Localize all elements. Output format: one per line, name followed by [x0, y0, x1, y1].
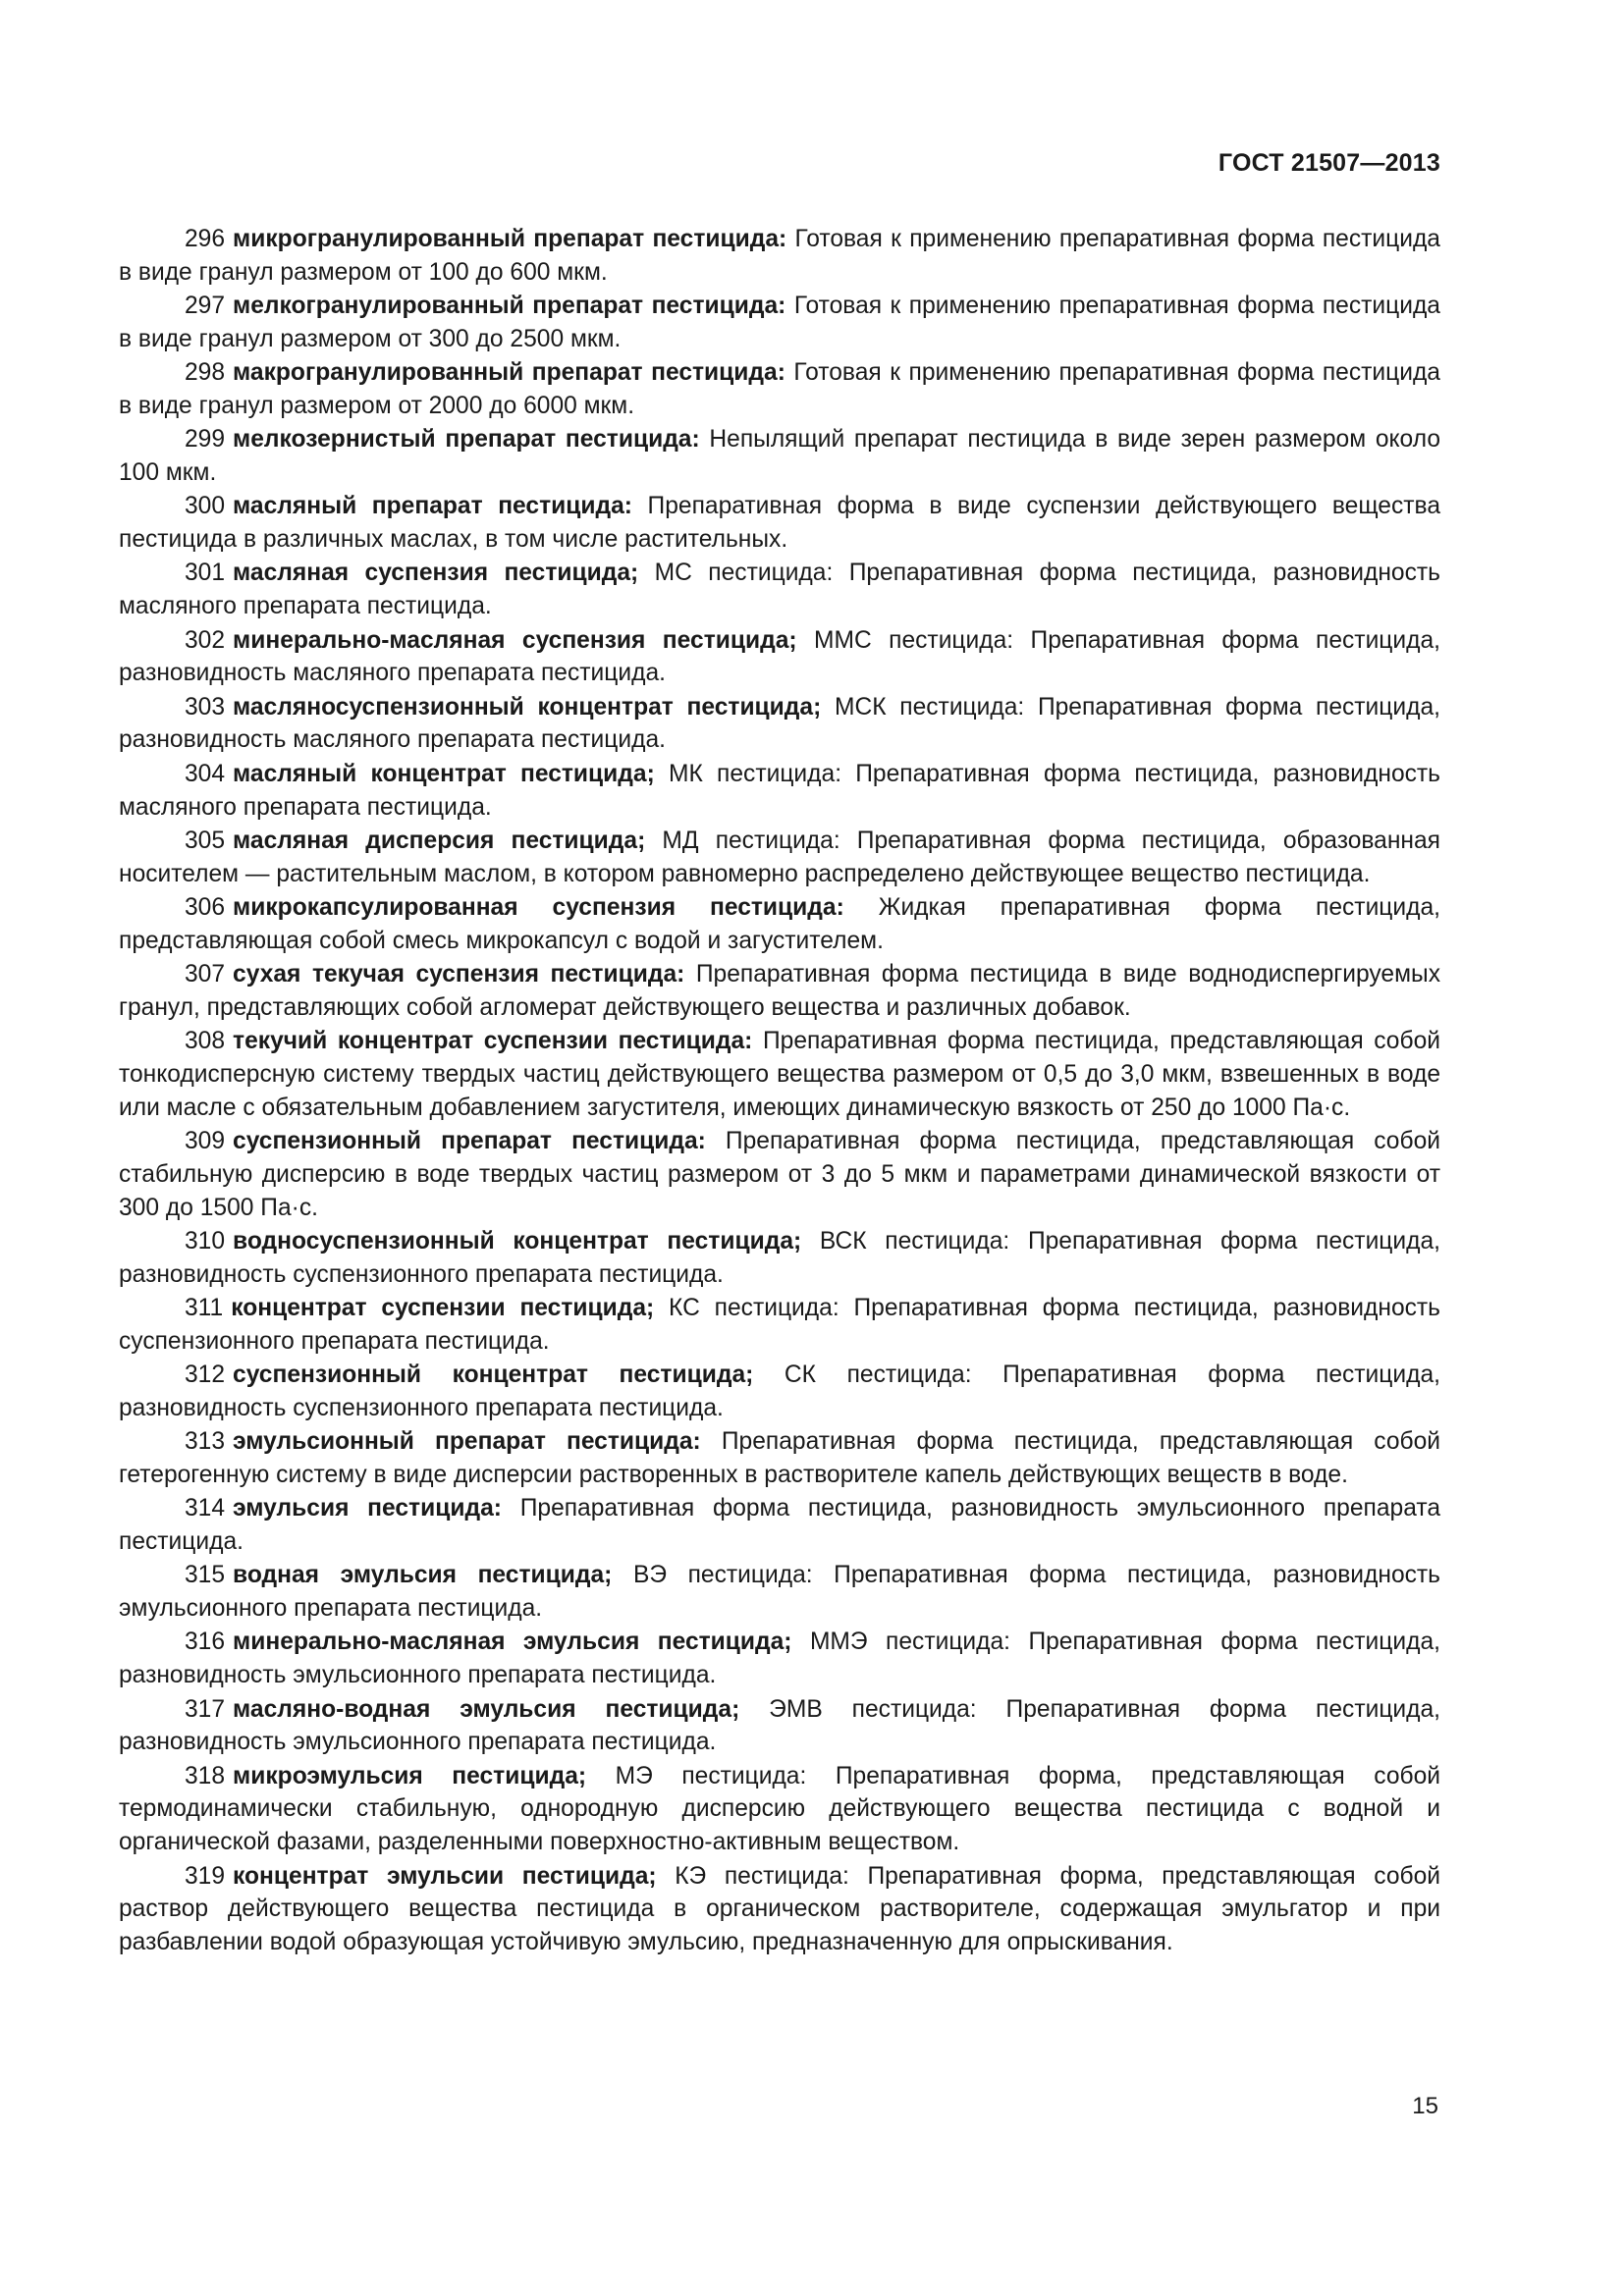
term-definition: Препаративная форма пестицида, разновидность эмульсионного препарата пестицида. — [119, 1495, 1441, 1556]
term-name: минерально-масляная суспензия пестицида; — [233, 626, 797, 654]
term-name: минерально-масляная эмульсия пестицида; — [233, 1629, 792, 1656]
term-entry — [119, 356, 1440, 423]
term-name: масляная суспензия пестицида; — [233, 560, 639, 587]
document-header: ГОСТ 21507—2013 — [1218, 149, 1440, 177]
term-definition: КС пестицида: Препаративная форма пестицида, разновидность суспензионного препарата пестицида. — [119, 1295, 1440, 1355]
term-definition: Готовая к применению препаративная форма пестицида в виде гранул размером от 300 до 2500 мкм. — [119, 293, 1440, 352]
term-entry — [119, 958, 1440, 1025]
term-number: 302 — [185, 626, 226, 654]
term-number: 304 — [185, 760, 226, 787]
term-definition: МС пестицида: Препаративная форма пестицида, разновидность масляного препарата пестицида. — [119, 560, 1440, 620]
term-entry — [119, 1492, 1440, 1559]
term-entry — [119, 1359, 1440, 1425]
term-name: масляный концентрат пестицида; — [233, 760, 655, 787]
term-entry — [119, 1225, 1440, 1292]
term-number: 300 — [185, 493, 226, 520]
term-entry — [119, 891, 1440, 958]
term-name: суспензионный концентрат пестицида; — [233, 1362, 754, 1389]
term-name: масляносуспензионный концентрат пестицида; — [233, 693, 822, 721]
term-definition: Препаративная форма в виде суспензии действующего вещества пестицида в различных маслах, в том числе растительных. — [119, 493, 1440, 554]
term-entry — [119, 1760, 1440, 1859]
term-number: 312 — [185, 1362, 226, 1389]
term-name: суспензионный препарат пестицида: — [233, 1128, 706, 1155]
term-entry — [119, 490, 1440, 557]
term-number: 319 — [185, 1862, 226, 1890]
term-entry — [119, 557, 1440, 623]
term-name: макрогранулированный препарат пестицида: — [233, 359, 785, 387]
term-name: масляно-водная эмульсия пестицида; — [233, 1695, 740, 1723]
term-name: водносуспензионный концентрат пестицида; — [233, 1227, 802, 1255]
term-number: 296 — [185, 226, 226, 252]
term-entry — [119, 1559, 1440, 1626]
term-entry — [119, 1860, 1440, 1959]
term-definition: Жидкая препаративная форма пестицида, представляющая собой смесь микрокапсул с водой и загустителем. — [119, 893, 1440, 954]
term-entry — [119, 624, 1440, 691]
term-name: концентрат суспензии пестицида; — [231, 1295, 655, 1321]
term-definition: Непылящий препарат пестицида в виде зерен размером около 100 мкм. — [119, 426, 1440, 487]
term-entry — [119, 758, 1440, 825]
term-number: 316 — [185, 1629, 226, 1656]
term-number: 313 — [185, 1428, 226, 1456]
term-number: 308 — [185, 1028, 226, 1055]
term-number: 315 — [185, 1562, 226, 1589]
term-definition: МК пестицида: Препаративная форма пестицида, разновидность масляного препарата пестицида. — [119, 760, 1440, 821]
terms-list — [119, 223, 1440, 1959]
term-name: масляный препарат пестицида: — [233, 493, 632, 520]
term-number: 297 — [185, 293, 226, 320]
term-definition: МД пестицида: Препаративная форма пестицида, образованная носителем — растительным маслом, в котором равномерно распределено действующее вещество пестицида. — [119, 827, 1440, 887]
term-number: 303 — [185, 693, 226, 721]
term-definition: Препаративная форма пестицида, представляющая собой стабильную дисперсию в воде твердых частиц размером от 3 до 5 мкм и параметрами динамической вязкости от 300 до 1500 Па·с. — [119, 1128, 1440, 1221]
term-definition: ВСК пестицида: Препаративная форма пестицида, разновидность суспензионного препарата пестицида. — [119, 1227, 1440, 1288]
term-definition: СК пестицида: Препаративная форма пестицида, разновидность суспензионного препарата пестицида. — [119, 1362, 1440, 1421]
term-name: микрогранулированный препарат пестицида: — [233, 226, 787, 252]
term-definition: Препаративная форма пестицида, представляющая собой гетерогенную систему в виде дисперсии растворенных в растворителе капель действующих веществ в воде. — [119, 1428, 1440, 1488]
term-number: 311 — [185, 1295, 224, 1321]
term-entry — [119, 1425, 1440, 1492]
term-entry — [119, 1693, 1440, 1760]
term-definition: ММС пестицида: Препаративная форма пестицида, разновидность масляного препарата пестицида. — [119, 626, 1440, 687]
term-number: 310 — [185, 1227, 226, 1255]
term-definition: КЭ пестицида: Препаративная форма, представляющая собой раствор действующего вещества пестицида в органическом растворителе, содержащая эмульгатор и при разбавлении водой образующая устойчивую эмульсию, предназначенную для опрыскивания. — [119, 1862, 1440, 1956]
term-name: микрокапсулированная суспензия пестицида: — [233, 893, 844, 921]
term-name: текучий концентрат суспензии пестицида: — [233, 1028, 753, 1055]
term-number: 301 — [185, 560, 226, 587]
term-number: 314 — [185, 1495, 226, 1522]
term-number: 307 — [185, 961, 226, 988]
term-entry — [119, 1292, 1440, 1359]
term-definition: ММЭ пестицида: Препаративная форма пестицида, разновидность эмульсионного препарата пестицида. — [119, 1629, 1440, 1689]
term-number: 309 — [185, 1128, 226, 1155]
term-name: эмульсия пестицида: — [233, 1495, 502, 1522]
term-definition: Готовая к применению препаративная форма пестицида в виде гранул размером от 100 до 600 мкм. — [119, 226, 1440, 286]
term-number: 305 — [185, 827, 226, 854]
term-number: 299 — [185, 426, 226, 454]
term-definition: Готовая к применению препаративная форма пестицида в виде гранул размером от 2000 до 6000 мкм. — [119, 359, 1440, 419]
term-definition: МЭ пестицида: Препаративная форма, представляющая собой термодинамически стабильную, однородную дисперсию действующего вещества пестицида с водной и органической фазами, разделенными поверхностно-активным веществом. — [119, 1762, 1441, 1856]
term-entry — [119, 423, 1440, 490]
term-entry — [119, 1125, 1440, 1224]
term-definition: Препаративная форма пестицида в виде воднодиспергируемых гранул, представляющих собой агломерат действующего вещества и различных добавок. — [119, 961, 1440, 1021]
term-name: мелкозернистый препарат пестицида: — [233, 426, 700, 454]
term-entry — [119, 290, 1440, 356]
term-definition: Препаративная форма пестицида, представляющая собой тонкодисперсную систему твердых частиц действующего вещества размером от 0,5 до 3,0 мкм, взвешенных в воде или масле с обязательным добавлением загустителя, имеющих динамическую вязкость от 250 до 1000 Па·с. — [119, 1028, 1440, 1121]
term-name: мелкогранулированный препарат пестицида: — [233, 293, 786, 320]
term-definition: ЭМВ пестицида: Препаративная форма пестицида, разновидность эмульсионного препарата пестицида. — [119, 1695, 1441, 1756]
term-definition: МСК пестицида: Препаративная форма пестицида, разновидность масляного препарата пестицида. — [119, 693, 1440, 754]
term-entry — [119, 223, 1440, 290]
term-definition: ВЭ пестицида: Препаративная форма пестицида, разновидность эмульсионного препарата пестицида. — [119, 1562, 1440, 1623]
term-name: микроэмульсия пестицида; — [233, 1762, 587, 1789]
term-number: 306 — [185, 893, 226, 921]
term-entry — [119, 825, 1440, 891]
term-name: концентрат эмульсии пестицида; — [233, 1862, 657, 1890]
term-number: 318 — [185, 1762, 226, 1789]
term-name: сухая текучая суспензия пестицида: — [233, 961, 685, 988]
term-name: эмульсионный препарат пестицида: — [233, 1428, 701, 1456]
term-entry — [119, 1626, 1440, 1692]
term-entry — [119, 1025, 1440, 1124]
term-name: водная эмульсия пестицида; — [233, 1562, 613, 1589]
term-number: 317 — [185, 1695, 226, 1723]
page-number: 15 — [1412, 2093, 1438, 2119]
term-name: масляная дисперсия пестицида; — [233, 827, 646, 854]
term-number: 298 — [185, 359, 226, 387]
term-entry — [119, 691, 1440, 758]
